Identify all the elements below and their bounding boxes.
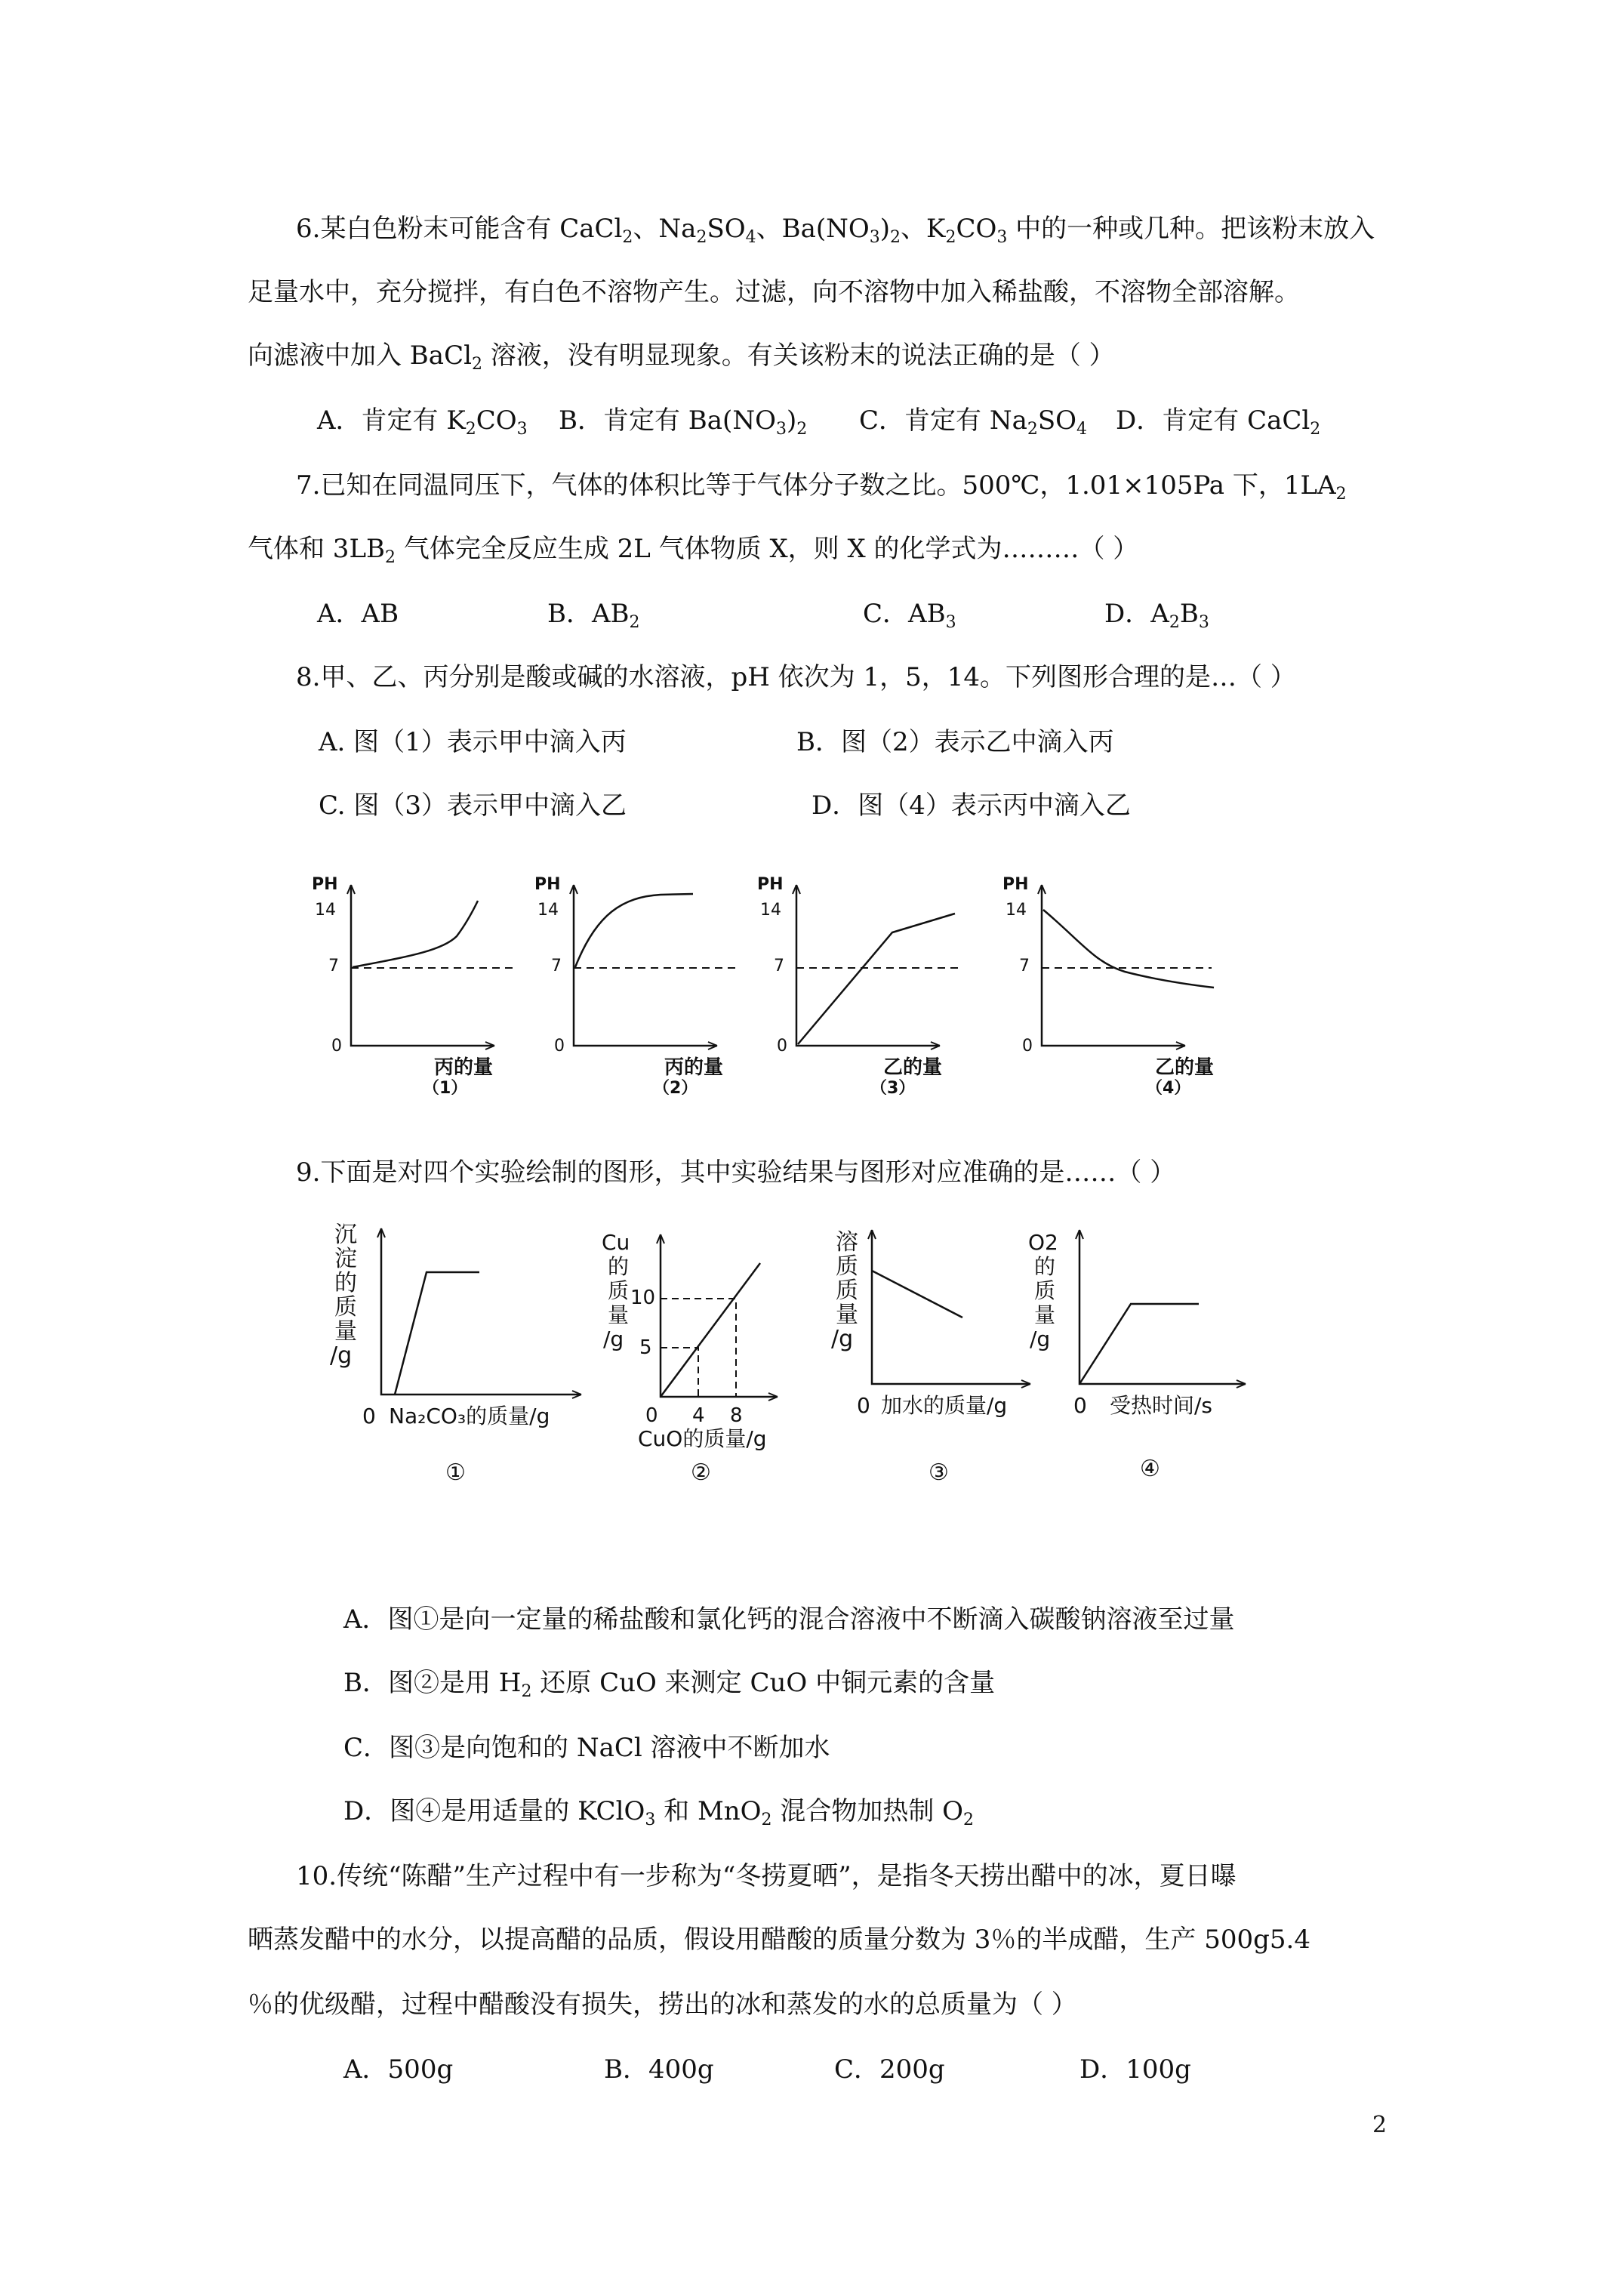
q8-line-1: 8.甲、乙、丙分别是酸或碱的水溶液，pH 依次为 1，5，14。下列图形合理的是…（ ） [296,662,1296,692]
svg-text:溶: 溶 [836,1229,858,1256]
ph-chart-2-xlabel: 丙的量 [664,1056,724,1079]
q7-line-2: 气体和 $3LB_2$ 气体完全反应生成 2L 气体物质 X，则 X 的化学式为………（ ） [248,534,1139,567]
ph-chart-4-tick-14: 14 [1006,901,1027,920]
svg-text:量: 量 [1034,1302,1056,1327]
subscript: 2 [1335,485,1347,504]
exp-chart-2-ytick-5: 5 [639,1336,652,1359]
ph-chart-1-xlabel: 丙的量 [434,1056,494,1079]
exp-chart-1-axes [381,1228,581,1395]
ph-chart-1-caption: （1） [423,1079,468,1095]
exp-chart-2-xtick-8: 8 [730,1404,743,1427]
svg-text:质: 质 [836,1253,858,1280]
ph-chart-3 [751,868,993,1098]
q10-option-d: D．100g [1079,2054,1191,2085]
ph-chart-3-ylabel: PH [757,875,784,894]
ph-chart-1-tick-7: 7 [328,957,339,975]
exp-chart-1-xlabel: Na₂CO₃的质量/g [389,1404,550,1428]
svg-text:沉: 沉 [334,1222,357,1248]
subscript: 2 [629,613,640,632]
svg-text:的: 的 [334,1270,357,1296]
exp-chart-4-caption: ④ [1140,1456,1160,1482]
q7-option-b: B．$AB_2$ [547,599,640,632]
exp-chart-1-curve [395,1272,479,1395]
exp-chart-1-caption: ① [445,1459,466,1486]
q9-option-a: A．图①是向一定量的稀盐酸和氯化钙的混合溶液中不断滴入碳酸钠溶液至过量 [343,1604,1235,1635]
q7-option-d: D．$A_2B_3$ [1104,599,1209,632]
q9-option-d: D．图④是用适量的 KClO$_3$ 和 MnO$_2$ 混合物加热制 $O_2$ [343,1796,975,1829]
exp-chart-4-origin: 0 [1073,1393,1087,1418]
ph-chart-2-axes [574,885,717,1046]
subscript: 2 [945,228,956,247]
q6-option-c: C．肯定有 $Na_2SO_4$ [859,405,1088,439]
exp-chart-3-axes [872,1230,1030,1384]
exp-chart-1-ylabel [330,1222,357,1369]
ph-chart-3-xlabel: 乙的量 [883,1056,943,1079]
q10-line-2: 晒蒸发醋中的水分，以提高醋的品质，假设用醋酸的质量分数为 3％的半成醋，生产 500g5.4 [248,1925,1310,1955]
subscript: 2 [465,420,476,439]
q9-line-1: 9.下面是对四个实验绘制的图形，其中实验结果与图形对应准确的是……（ ） [296,1157,1176,1188]
exp-chart-2-caption: ② [691,1459,711,1486]
svg-text:质: 质 [1034,1278,1056,1303]
subscript: 2 [963,1811,975,1829]
svg-text:的: 的 [1034,1254,1056,1279]
exp-chart-3-origin: 0 [857,1393,870,1418]
ph-chart-3-tick-7: 7 [774,957,784,975]
ph-chart-1-tick-14: 14 [315,901,336,920]
q6-line-1: 6.某白色粉末可能含有 CaCl$_2$、$Na_2SO_4$、$Ba(NO_3)_2$、$K_2CO_3$ 中的一种或几种。把该粉末放入 [296,214,1375,247]
ph-chart-4-caption: （4） [1146,1079,1191,1095]
q8-option-a: A. 图（1）表示甲中滴入丙 [319,727,627,757]
q6-option-a: A．肯定有 $K_2CO_3$ [317,405,528,439]
subscript: 2 [471,355,482,374]
exp-chart-4-curve [1079,1304,1199,1384]
ph-chart-3-curve [798,914,955,1044]
subscript: 3 [1198,613,1209,632]
q8-option-d: D．图（4）表示丙中滴入乙 [812,791,1131,821]
svg-text:淀: 淀 [334,1246,357,1272]
ph-chart-4-curve [1043,910,1214,988]
exp-chart-2-xtick-4: 4 [692,1404,705,1427]
svg-text:/g: /g [1030,1327,1051,1351]
ph-chart-4 [974,868,1246,1098]
ph-chart-4-xlabel: 乙的量 [1155,1056,1215,1079]
ph-chart-2 [528,868,770,1098]
subscript: 3 [996,228,1008,247]
svg-text:量: 量 [334,1318,357,1345]
exp-chart-4-axes [1079,1230,1246,1384]
ph-chart-2-caption: （2） [653,1079,698,1095]
svg-text:量: 量 [608,1302,630,1327]
exp-chart-4-ylabel [1028,1230,1058,1351]
subscript: 2 [696,228,707,247]
q6-option-d: D．肯定有 CaCl$_2$ [1116,405,1321,439]
ph-chart-4-axes [1042,885,1185,1046]
ph-chart-3-caption: （3） [870,1079,916,1095]
ph-chart-4-tick-7: 7 [1019,957,1030,975]
ph-chart-1-tick-0: 0 [331,1037,342,1056]
exp-chart-3-ylabel [831,1229,858,1352]
q10-line-3: ％的优级醋，过程中醋酸没有损失，捞出的冰和蒸发的水的总质量为（ ） [248,1989,1077,2020]
exp-chart-1-origin: 0 [362,1404,376,1428]
ph-chart-2-tick-14: 14 [537,901,559,920]
q7-option-c: C．$AB_3$ [863,599,956,632]
q8-option-c: C. 图（3）表示甲中滴入乙 [319,791,627,821]
svg-text:/g: /g [831,1326,854,1352]
ph-chart-3-tick-0: 0 [777,1037,787,1056]
q6-option-b: B．肯定有 $Ba(NO_3)_2$ [559,405,808,439]
ph-chart-4-tick-0: 0 [1022,1037,1033,1056]
exp-chart-4-xlabel: 受热时间/s [1110,1393,1213,1418]
ph-chart-2-tick-7: 7 [551,957,562,975]
q10-line-1: 10.传统“陈醋”生产过程中有一步称为“冬捞夏晒”，是指冬天捞出醋中的冰，夏日曝 [296,1861,1236,1891]
q6-line-3: 向滤液中加入 BaCl$_2$ 溶液，没有明显现象。有关该粉末的说法正确的是（ ） [248,341,1115,374]
q9-option-c: C．图③是向饱和的 NaCl 溶液中不断加水 [343,1733,830,1763]
subscript: 3 [645,1811,656,1829]
exp-chart-3 [827,1219,1056,1494]
subscript: 2 [761,1811,772,1829]
subscript: 3 [869,228,880,247]
exp-chart-2 [600,1219,827,1494]
q10-option-b: B．400g [604,2054,714,2085]
subscript: 2 [521,1682,532,1701]
subscript: 4 [745,228,756,247]
svg-text:质: 质 [334,1294,357,1321]
ph-chart-1 [306,868,547,1098]
ph-chart-2-tick-0: 0 [554,1037,565,1056]
subscript: 2 [622,228,633,247]
q9-option-b: B．图②是用 $H_2$ 还原 CuO 来测定 CuO 中铜元素的含量 [343,1668,996,1701]
exp-chart-3-caption: ③ [929,1459,949,1486]
subscript: 2 [1310,420,1321,439]
q7-option-a: A．AB [317,599,399,629]
svg-text:/g: /g [603,1327,624,1351]
svg-text:量: 量 [836,1302,858,1328]
subscript: 2 [385,548,396,567]
svg-text:O2: O2 [1028,1230,1058,1255]
exp-chart-2-line [661,1263,760,1397]
subscript: 4 [1076,420,1088,439]
exp-chart-2-origin: 0 [645,1404,658,1427]
exp-chart-2-ylabel [602,1230,630,1351]
exp-chart-3-xlabel: 加水的质量/g [881,1393,1008,1418]
svg-text:的: 的 [608,1254,630,1279]
q10-option-c: C．200g [834,2054,945,2085]
ph-chart-1-curve [353,901,478,967]
exp-chart-3-line [872,1271,962,1318]
exp-chart-2-ytick-10: 10 [630,1287,656,1309]
q10-option-a: A．500g [343,2054,454,2085]
ph-chart-4-ylabel: PH [1002,875,1029,894]
q8-option-b: B．图（2）表示乙中滴入丙 [796,727,1114,757]
svg-text:Cu: Cu [602,1230,630,1255]
subscript: 3 [945,613,956,632]
subscript: 2 [1169,613,1180,632]
svg-text:质: 质 [608,1278,630,1303]
exp-chart-2-xlabel: CuO的质量/g [638,1426,767,1451]
page-number: 2 [1372,2112,1387,2138]
subscript: 2 [1027,420,1038,439]
subscript: 2 [890,228,901,247]
ph-chart-1-ylabel: PH [312,875,338,894]
subscript: 2 [796,420,808,439]
svg-text:/g: /g [330,1342,353,1369]
q6-line-2: 足量水中，充分搅拌，有白色不溶物产生。过滤，向不溶物中加入稀盐酸，不溶物全部溶解。 [248,277,1300,307]
subscript: 3 [775,420,787,439]
exp-chart-4 [1027,1219,1268,1494]
exp-chart-1 [321,1219,593,1494]
q7-line-1: 7.已知在同温同压下，气体的体积比等于气体分子数之比。500℃，1.01×105Pa 下，$1LA_2$ [296,470,1347,504]
subscript: 3 [516,420,528,439]
ph-chart-3-tick-14: 14 [760,901,781,920]
ph-chart-2-ylabel: PH [534,875,561,894]
ph-chart-2-curve [575,894,693,967]
svg-text:质: 质 [836,1277,858,1304]
